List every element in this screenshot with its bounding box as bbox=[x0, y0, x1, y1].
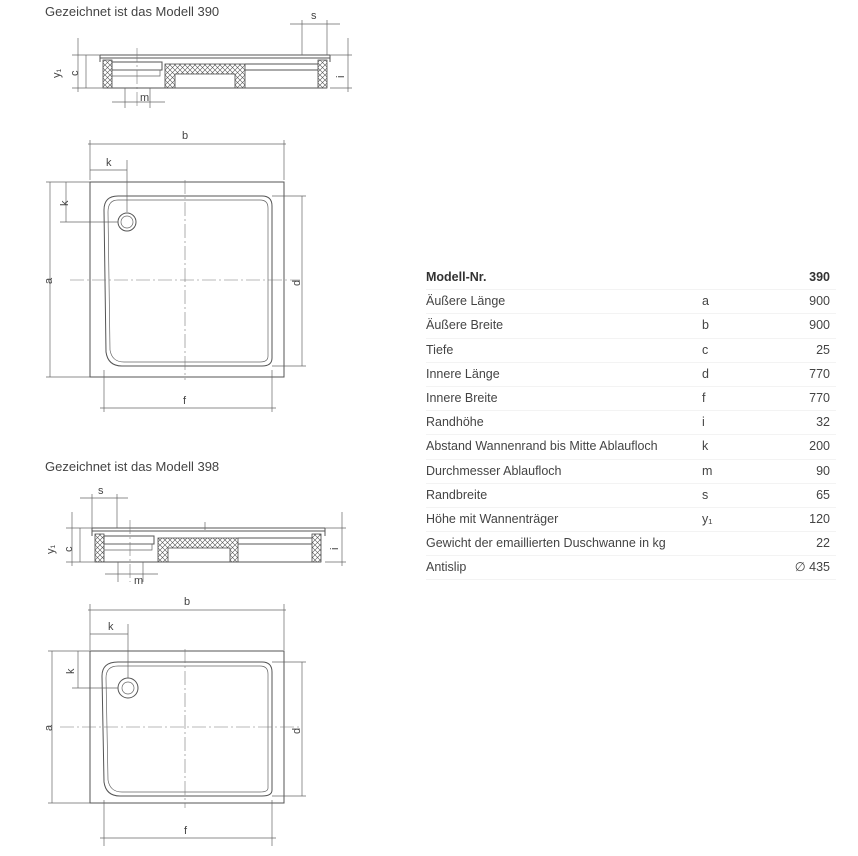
dim-label-y1-390: y₁ bbox=[51, 68, 63, 78]
caption-model-398: Gezeichnet ist das Modell 398 bbox=[45, 459, 220, 474]
dim-label-i-390: i bbox=[335, 75, 347, 78]
row-value: 120 bbox=[809, 511, 830, 526]
table-row bbox=[426, 556, 836, 580]
row-value: 200 bbox=[809, 439, 830, 454]
row-label: Gewicht der emaillierten Duschwanne in kg bbox=[426, 536, 666, 551]
row-value: 22 bbox=[816, 536, 830, 551]
row-symbol: k bbox=[702, 439, 709, 454]
table-row bbox=[426, 460, 836, 484]
row-value: 65 bbox=[816, 487, 830, 502]
row-symbol: m bbox=[702, 463, 713, 478]
table-row bbox=[426, 508, 836, 532]
row-label: Innere Länge bbox=[426, 366, 500, 381]
dim-label-y1-398: y₁ bbox=[45, 544, 57, 554]
dim-label-m-398: m bbox=[134, 575, 144, 587]
dim-label-b-398: b bbox=[184, 596, 191, 608]
dim-label-c-390: c bbox=[69, 70, 81, 76]
row-value: ∅ 435 bbox=[794, 560, 830, 575]
dim-label-s-390: s bbox=[311, 10, 317, 22]
row-symbol: c bbox=[702, 342, 709, 357]
row-value: 770 bbox=[809, 366, 830, 381]
dim-label-b-390: b bbox=[182, 130, 189, 142]
row-label: Äußere Breite bbox=[426, 318, 504, 333]
row-value: 770 bbox=[809, 390, 830, 405]
plan-view-390 bbox=[43, 130, 306, 412]
header-label: Modell-Nr. bbox=[426, 270, 487, 284]
dim-label-k-horizontal-390: k bbox=[106, 157, 112, 169]
row-symbol: b bbox=[702, 318, 709, 333]
dim-label-i-398: i bbox=[329, 547, 341, 550]
dim-label-d-390: d bbox=[291, 279, 303, 286]
table-row bbox=[426, 363, 836, 387]
table-row bbox=[426, 314, 836, 338]
row-value: 90 bbox=[816, 463, 830, 478]
row-label: Tiefe bbox=[426, 342, 454, 357]
row-symbol: y₁ bbox=[702, 511, 713, 526]
dim-label-m-390: m bbox=[140, 92, 150, 104]
row-label: Abstand Wannenrand bis Mitte Ablaufloch bbox=[426, 439, 658, 454]
table-row bbox=[426, 435, 836, 459]
row-symbol: f bbox=[702, 390, 706, 405]
row-symbol bbox=[702, 532, 762, 555]
header-symbol bbox=[702, 266, 762, 289]
row-value: 32 bbox=[816, 415, 830, 430]
table-header-row bbox=[426, 266, 836, 290]
row-symbol: d bbox=[702, 366, 709, 381]
dim-label-c-398: c bbox=[63, 546, 75, 552]
row-symbol: s bbox=[702, 487, 709, 502]
table-row bbox=[426, 339, 836, 363]
row-label: Antislip bbox=[426, 560, 467, 575]
dim-label-f-398: f bbox=[184, 825, 188, 837]
dim-label-k-vertical-398: k bbox=[65, 668, 77, 674]
dim-label-f-390: f bbox=[183, 395, 187, 407]
dim-label-k-vertical-390: k bbox=[59, 200, 71, 206]
dim-label-a-390: a bbox=[43, 277, 55, 284]
dim-label-d-398: d bbox=[291, 727, 303, 734]
row-symbol: i bbox=[702, 415, 705, 430]
dim-label-a-398: a bbox=[43, 724, 55, 731]
dim-label-s-398: s bbox=[98, 485, 104, 497]
dim-label-k-horizontal-398: k bbox=[108, 621, 114, 633]
row-value: 25 bbox=[816, 342, 830, 357]
row-value: 900 bbox=[809, 318, 830, 333]
plan-view-398 bbox=[43, 596, 306, 846]
row-label: Innere Breite bbox=[426, 390, 498, 405]
row-symbol bbox=[702, 556, 762, 579]
section-view-390 bbox=[51, 10, 352, 108]
section-view-398 bbox=[45, 485, 346, 587]
row-label: Äußere Länge bbox=[426, 294, 506, 309]
table-row bbox=[426, 484, 836, 508]
table-row bbox=[426, 290, 836, 314]
row-label: Randhöhe bbox=[426, 415, 484, 430]
table-row bbox=[426, 532, 836, 556]
table-row bbox=[426, 387, 836, 411]
row-label: Höhe mit Wannenträger bbox=[426, 511, 559, 526]
row-label: Randbreite bbox=[426, 487, 488, 502]
row-label: Durchmesser Ablaufloch bbox=[426, 463, 562, 478]
row-value: 900 bbox=[809, 294, 830, 309]
table-row bbox=[426, 411, 836, 435]
row-symbol: a bbox=[702, 294, 709, 309]
caption-model-390: Gezeichnet ist das Modell 390 bbox=[45, 4, 220, 19]
specification-table bbox=[426, 266, 836, 580]
header-model-number: 390 bbox=[809, 270, 830, 284]
